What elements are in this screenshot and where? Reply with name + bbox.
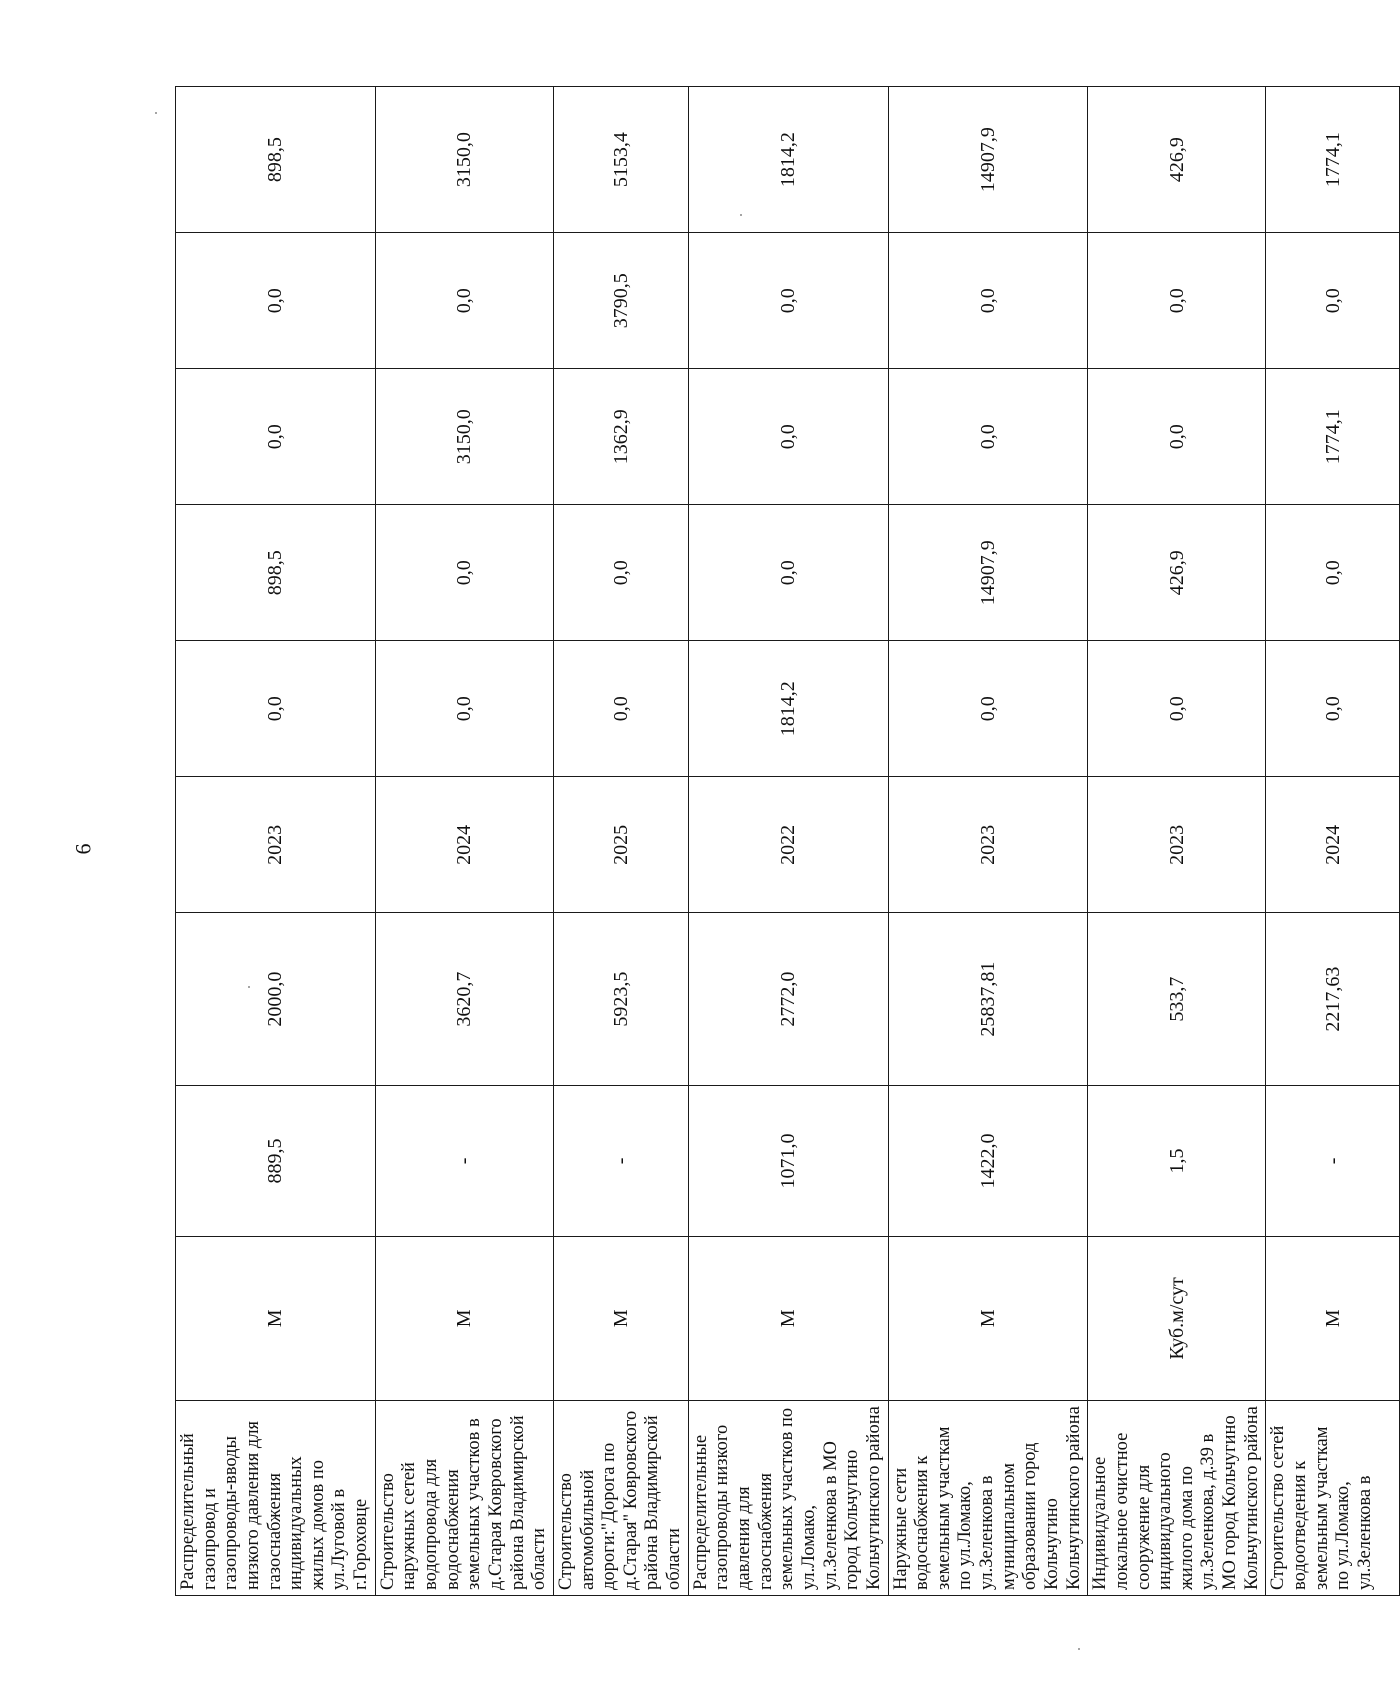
funding-2024-cell: 0,0 <box>176 369 376 505</box>
year-cell: 2022 <box>688 777 888 913</box>
year-cell: 2024 <box>375 777 553 913</box>
unit-cell: М <box>375 1237 553 1401</box>
funding-2024-cell: 0,0 <box>1088 369 1266 505</box>
scan-speck <box>1078 1648 1080 1650</box>
object-name-cell: Наружные сети водоснабжения к земельным участкам по ул.Ломако, ул.Зеленкова в муниципальном образовании город Кольчугино Кольчугинского района <box>888 1400 1088 1595</box>
year-cell: 2024 <box>1266 777 1400 913</box>
funding-2023-cell: 0,0 <box>375 505 553 641</box>
objects-table <box>175 86 1400 1596</box>
estimated-cost-cell: 3620,7 <box>375 913 553 1086</box>
estimated-cost-cell: 5923,5 <box>553 913 688 1086</box>
funding-2025-cell: 0,0 <box>1088 233 1266 369</box>
scan-speck <box>740 214 742 216</box>
unit-cell: М <box>1266 1237 1400 1401</box>
capacity-cell: - <box>1266 1085 1400 1236</box>
object-name-cell: Строительство наружных сетей водопровода для водоснабжения земельных участков в д.Старая Ковровского района Владимирской области <box>375 1400 553 1595</box>
total-cell: 3150,0 <box>375 87 553 233</box>
object-name-cell: Строительство сетей водоотведения к земельным участкам по ул.Ломако, ул.Зеленкова в <box>1266 1400 1400 1595</box>
year-cell: 2023 <box>888 777 1088 913</box>
total-cell: 5153,4 <box>553 87 688 233</box>
funding-2023-cell: 0,0 <box>553 505 688 641</box>
funding-2023-cell: 0,0 <box>1266 505 1400 641</box>
table-row <box>888 87 1088 1596</box>
object-name-cell: Распределительный газопровод и газопроводы-вводы низкого давления для газоснабжения индивидуальных жилых домов по ул.Луговой в г.Гороховце <box>176 1400 376 1595</box>
total-cell: 1774,1 <box>1266 87 1400 233</box>
object-name-cell: Строительство автомобильной дороги:"Дорога по д.Старая" Ковровского района Владимирской области <box>553 1400 688 1595</box>
funding-2024-cell: 0,0 <box>888 369 1088 505</box>
funding-2022-cell: 0,0 <box>888 641 1088 777</box>
funding-2022-cell: 0,0 <box>1266 641 1400 777</box>
unit-cell: М <box>688 1237 888 1401</box>
unit-cell: Куб.м/сут <box>1088 1237 1266 1401</box>
funding-2025-cell: 0,0 <box>176 233 376 369</box>
funding-2022-cell: 0,0 <box>375 641 553 777</box>
funding-2023-cell: 0,0 <box>688 505 888 641</box>
funding-2024-cell: 3150,0 <box>375 369 553 505</box>
scan-speck <box>155 112 157 114</box>
total-cell: 14907,9 <box>888 87 1088 233</box>
table-row <box>553 87 688 1596</box>
unit-cell: М <box>888 1237 1088 1401</box>
table-row <box>375 87 553 1596</box>
object-name-cell: Распределительные газопроводы низкого давления для газоснабжения земельных участков по ул.Ломако, ул.Зеленкова в МО город Кольчугино Кольчугинского района <box>688 1400 888 1595</box>
capacity-cell: 1422,0 <box>888 1085 1088 1236</box>
unit-cell: М <box>176 1237 376 1401</box>
capacity-cell: 1,5 <box>1088 1085 1266 1236</box>
object-name-cell: Индивидуальное локальное очистное сооружение для индивидуального жилого дома по ул.Зеленкова, д.39 в МО город Кольчугино Кольчугинского района <box>1088 1400 1266 1595</box>
funding-2023-cell: 426,9 <box>1088 505 1266 641</box>
funding-2023-cell: 14907,9 <box>888 505 1088 641</box>
estimated-cost-cell: 2000,0 <box>176 913 376 1086</box>
page-number: 6 <box>70 843 96 855</box>
estimated-cost-cell: 2217,63 <box>1266 913 1400 1086</box>
table-row <box>1266 87 1400 1596</box>
funding-2024-cell: 1774,1 <box>1266 369 1400 505</box>
unit-cell: М <box>553 1237 688 1401</box>
funding-2025-cell: 0,0 <box>688 233 888 369</box>
funding-2025-cell: 0,0 <box>375 233 553 369</box>
scan-speck <box>248 986 250 988</box>
funding-2022-cell: 0,0 <box>176 641 376 777</box>
funding-2022-cell: 0,0 <box>1088 641 1266 777</box>
year-cell: 2023 <box>176 777 376 913</box>
funding-2025-cell: 0,0 <box>888 233 1088 369</box>
table-row <box>1088 87 1266 1596</box>
total-cell: 898,5 <box>176 87 376 233</box>
capacity-cell: - <box>375 1085 553 1236</box>
funding-2022-cell: 0,0 <box>553 641 688 777</box>
rotated-table-container <box>175 86 1375 1596</box>
table-row <box>688 87 888 1596</box>
funding-2024-cell: 0,0 <box>688 369 888 505</box>
estimated-cost-cell: 533,7 <box>1088 913 1266 1086</box>
capacity-cell: 889,5 <box>176 1085 376 1236</box>
funding-2022-cell: 1814,2 <box>688 641 888 777</box>
table-row <box>176 87 376 1596</box>
year-cell: 2025 <box>553 777 688 913</box>
funding-2025-cell: 3790,5 <box>553 233 688 369</box>
estimated-cost-cell: 25837,81 <box>888 913 1088 1086</box>
total-cell: 1814,2 <box>688 87 888 233</box>
estimated-cost-cell: 2772,0 <box>688 913 888 1086</box>
funding-2025-cell: 0,0 <box>1266 233 1400 369</box>
total-cell: 426,9 <box>1088 87 1266 233</box>
year-cell: 2023 <box>1088 777 1266 913</box>
funding-2024-cell: 1362,9 <box>553 369 688 505</box>
funding-2023-cell: 898,5 <box>176 505 376 641</box>
capacity-cell: 1071,0 <box>688 1085 888 1236</box>
capacity-cell: - <box>553 1085 688 1236</box>
